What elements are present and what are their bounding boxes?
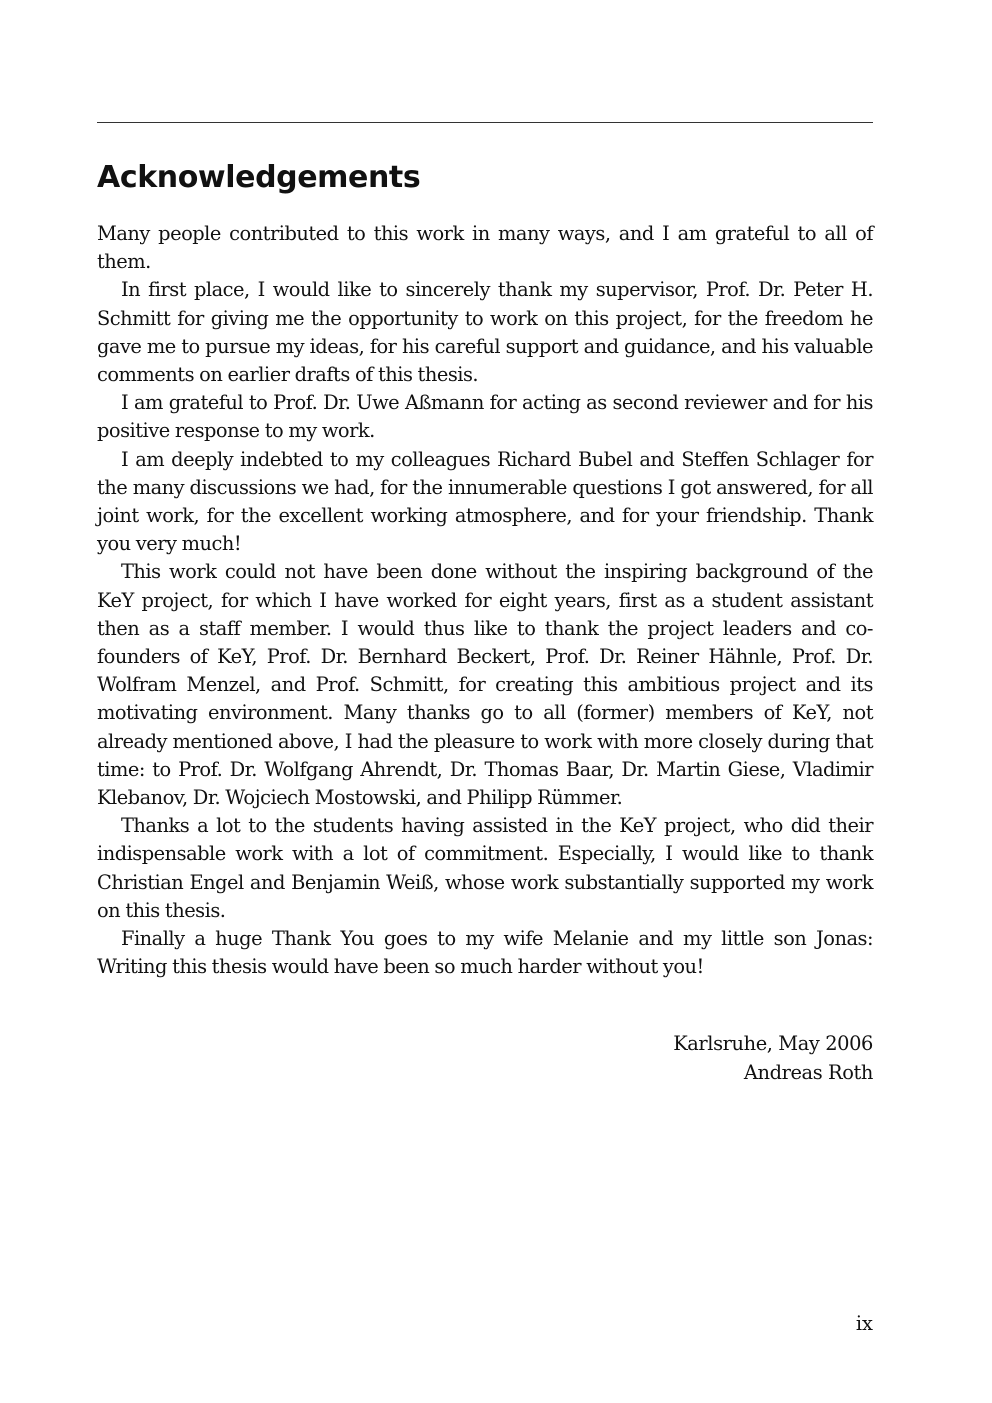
chapter-heading: Acknowledgements <box>97 160 421 195</box>
paragraph-key-project: This work could not have been done without the inspiring background of the KeY project, for which I have worked for eight years, first as a student assistant then as a staff member. I would thus like to thank the project leaders and co-founders of KeY, Prof. Dr. Bernhard Beckert, Prof. Dr. Reiner Hähnle, Prof. Dr. Wolfram Menzel, and Prof. Schmitt, for creating this ambitious project and its motivating environment. Many thanks go to all (former) members of KeY, not already mentioned above, I had the pleasure to work with more closely during that time: to Prof. Dr. Wolfgang Ahrendt, Dr. Thomas Baar, Dr. Martin Giese, Vladimir Klebanov, Dr. Wojciech Mostowski, and Philipp Rümmer. <box>97 560 873 810</box>
paragraph-supervisor: In first place, I would like to sincerely thank my supervisor, Prof. Dr. Peter H. Schmitt for giving me the opportunity to work on this project, for the freedom he gave me to pursue my ideas, for his careful support and guidance, and his valuable comments on earlier drafts of this thesis. <box>97 278 873 387</box>
signature-place-date: Karlsruhe, May 2006 <box>673 1032 873 1055</box>
page-number: ix <box>855 1312 873 1335</box>
paragraph-colleagues: I am deeply indebted to my colleagues Richard Bubel and Steffen Schlager for the many discussions we had, for the innumerable questions I got answered, for all joint work, for the excellent working atmosphere, and for your friendship. Thank you very much! <box>97 447 873 556</box>
paragraph-students: Thanks a lot to the students having assisted in the KeY project, who did their indispensable work with a lot of commitment. Especially, I would like to thank Christian Engel and Benjamin Weiß, whose work substantially supported my work on this thesis. <box>97 814 873 922</box>
paragraph-reviewer: I am grateful to Prof. Dr. Uwe Aßmann for acting as second reviewer and for his positive response to my work. <box>97 391 873 443</box>
acknowledgements-body <box>97 220 873 981</box>
signature-author: Andreas Roth <box>743 1060 873 1084</box>
thesis-page <box>97 0 873 1403</box>
paragraph-intro: Many people contributed to this work in many ways, and I am grateful to all of them. <box>97 222 873 274</box>
header-rule <box>97 122 873 123</box>
paragraph-family: Finally a huge Thank You goes to my wife Melanie and my little son Jonas: Writing this thesis would have been so much harder without you! <box>97 927 873 979</box>
signature-block <box>673 1030 873 1087</box>
